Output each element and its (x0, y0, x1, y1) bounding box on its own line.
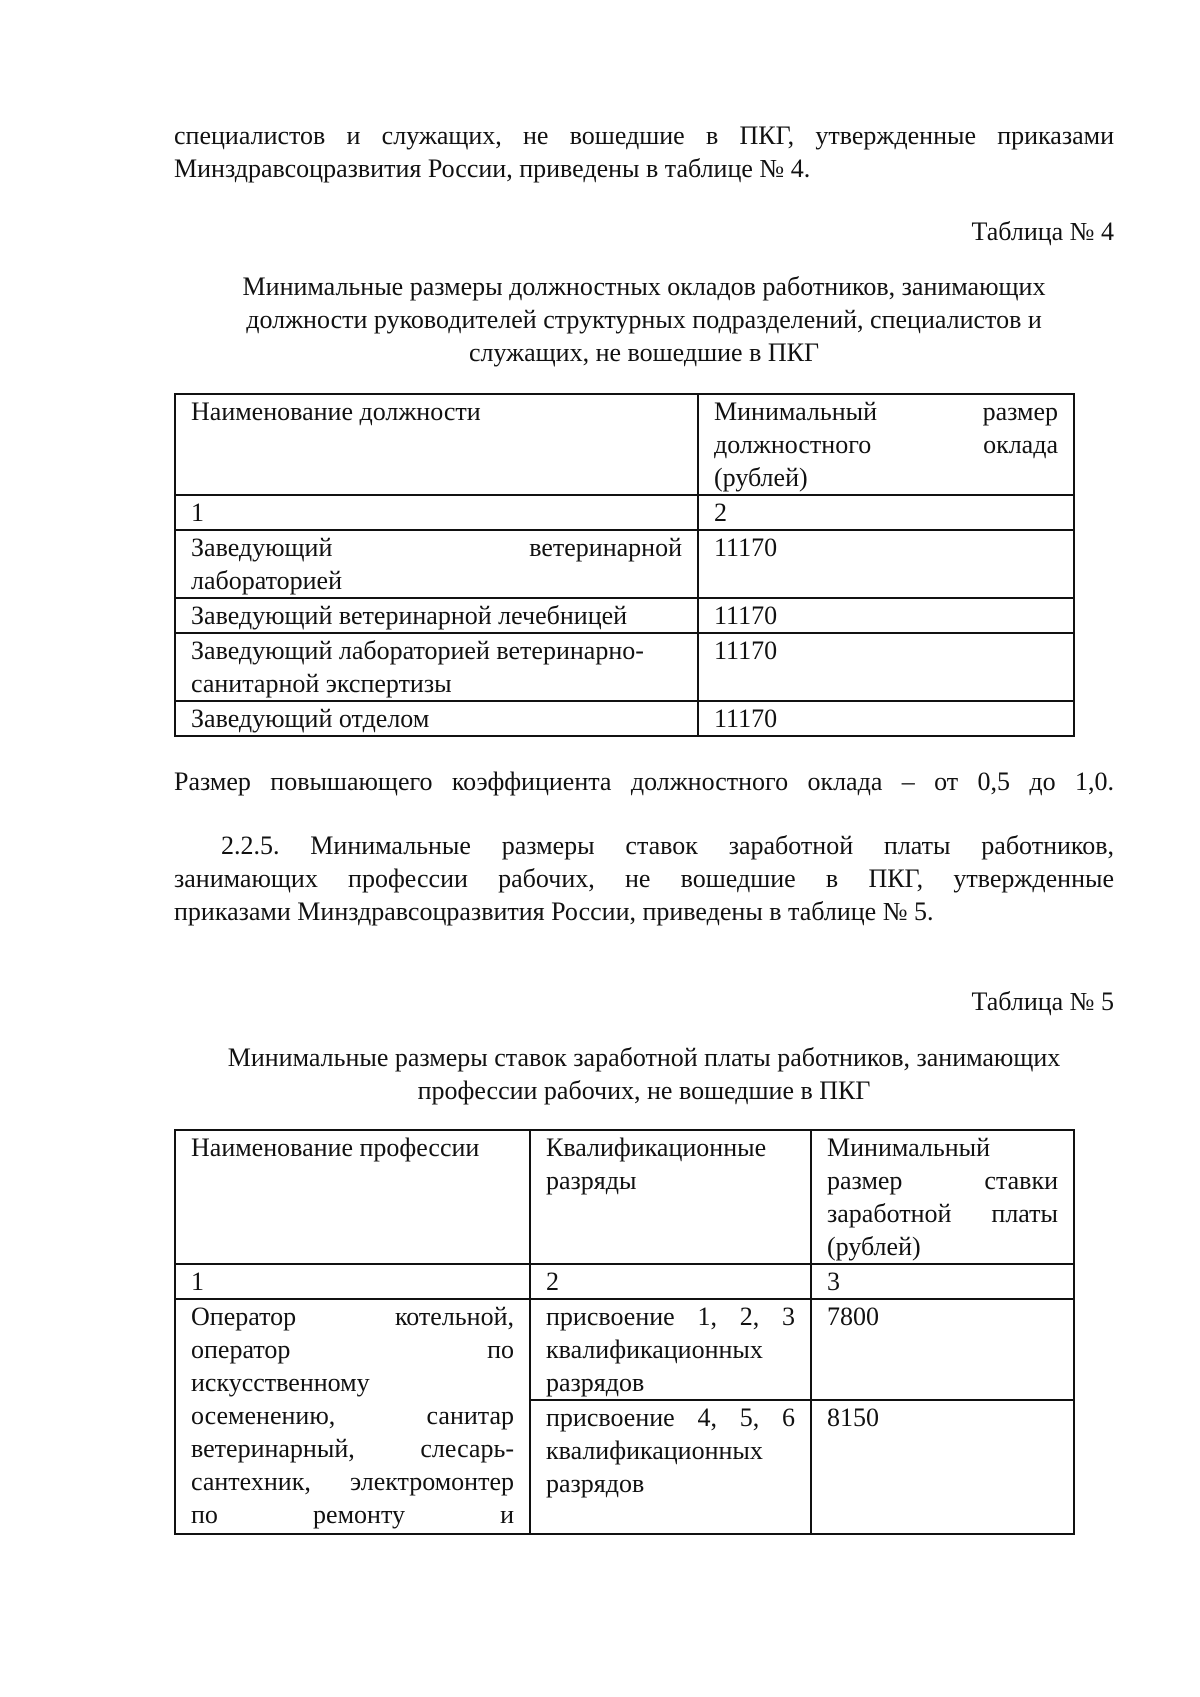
table4-row-1-name (175, 530, 698, 598)
table5-header-grades-line-1: Квалификационные (546, 1133, 767, 1162)
table4-row-3-name-line-2: санитарной экспертизы (191, 669, 452, 698)
table4-title-line-2: должности руководителей структурных подразделений, специалистов и (246, 305, 1042, 334)
table5-profession-line-5: ветеринарный, слесарь- (191, 1434, 514, 1463)
table5-header-grades-line-2: разряды (546, 1166, 637, 1195)
table4-row-3-value: 11170 (698, 633, 1074, 701)
table4 (174, 393, 1075, 737)
table4-header-salary-line-1: Минимальный размер (714, 397, 1058, 426)
table4-header-salary-line-3: (рублей) (714, 463, 808, 492)
table5-bottom-line (175, 1534, 1074, 1535)
table5-profession-line-4: осеменению, санитар (191, 1401, 514, 1430)
table5-header-rate-line-4: (рублей) (827, 1232, 921, 1261)
table4-title-line-1: Минимальные размеры должностных окладов работников, занимающих (242, 272, 1046, 301)
table5-header-rate-line-1: Минимальный (827, 1133, 991, 1162)
table5-header-rate (811, 1130, 1074, 1264)
section-2-2-5 (174, 829, 1114, 928)
table4-label: Таблица № 4 (971, 217, 1114, 246)
table4-title (174, 270, 1114, 369)
table4-row-1-name-line-1: Заведующий ветеринарной (191, 533, 682, 562)
table4-row-3-name-line-1: Заведующий лабораторией ветеринарно- (191, 636, 644, 665)
table-row (175, 598, 1074, 633)
table5-profession-line-3: искусственному (191, 1368, 370, 1397)
table4-number-row (175, 495, 1074, 530)
table4-row-4-name: Заведующий отделом (175, 701, 698, 736)
table5-profession-line-7: по ремонту и (191, 1500, 514, 1529)
table-row (175, 1299, 1074, 1400)
table4-title-line-3: служащих, не вошедшие в ПКГ (468, 338, 819, 367)
table-row (175, 530, 1074, 598)
table5-rate-1: 7800 (811, 1299, 1074, 1400)
table4-header-name: Наименование должности (175, 394, 698, 495)
table5-number-row (175, 1264, 1074, 1299)
table5 (174, 1129, 1075, 1535)
table5-header-profession: Наименование профессии (175, 1130, 530, 1264)
table4-header-salary-line-2: должностного оклада (714, 430, 1058, 459)
table4-row-1-value: 11170 (698, 530, 1074, 598)
table4-number-2: 2 (698, 495, 1074, 530)
table4-row-1-name-line-2: лабораторией (191, 566, 342, 595)
table5-title-line-1: Минимальные размеры ставок заработной платы работников, занимающих (227, 1043, 1061, 1072)
section-line-1: 2.2.5. Минимальные размеры ставок заработной платы работников, (221, 831, 1114, 860)
table5-grade-2-line-2: квалификационных (546, 1436, 763, 1465)
table5-header-row (175, 1130, 1074, 1264)
table-row (175, 633, 1074, 701)
table5-profession-cell (175, 1299, 530, 1534)
table5-grade-1-line-2: квалификационных (546, 1335, 763, 1364)
table5-header-rate-line-2: размер ставки (827, 1166, 1058, 1195)
table4-header-salary (698, 394, 1074, 495)
table5-profession-line-1: Оператор котельной, (191, 1302, 514, 1331)
table5-label: Таблица № 5 (971, 987, 1114, 1016)
table-row (175, 701, 1074, 736)
table5-title-line-2: профессии рабочих, не вошедшие в ПКГ (417, 1076, 871, 1105)
table5-bottom-border (175, 1534, 1074, 1535)
table5-profession-line-2: оператор по (191, 1335, 514, 1364)
table5-grade-2-line-3: разрядов (546, 1469, 645, 1498)
table5-grade-2 (530, 1400, 811, 1534)
table5-rate-2: 8150 (811, 1400, 1074, 1534)
table4-header-row (175, 394, 1074, 495)
table5-grade-2-line-1: присвоение 4, 5, 6 (546, 1403, 795, 1432)
intro-line-1: специалистов и служащих, не вошедшие в ПКГ, утвержденные приказами (174, 121, 1114, 150)
table5-header-grades (530, 1130, 811, 1264)
table5-grade-1-line-3: разрядов (546, 1368, 645, 1397)
section-line-3: приказами Минздравсоцразвития России, приведены в таблице № 5. (174, 897, 934, 926)
section-line-2: занимающих профессии рабочих, не вошедшие в ПКГ, утвержденные (174, 864, 1114, 893)
table5-header-rate-line-3: заработной платы (827, 1199, 1058, 1228)
table5-number-2: 2 (530, 1264, 811, 1299)
table5-grade-1 (530, 1299, 811, 1400)
table5-grade-1-line-1: присвоение 1, 2, 3 (546, 1302, 795, 1331)
table5-number-1: 1 (175, 1264, 530, 1299)
coefficient-text: Размер повышающего коэффициента должностного оклада – от 0,5 до 1,0. (174, 767, 1114, 796)
table5-title (174, 1041, 1114, 1107)
intro-line-2: Минздравсоцразвития России, приведены в таблице № 4. (174, 154, 811, 183)
table4-row-2-value: 11170 (698, 598, 1074, 633)
table4-row-4-value: 11170 (698, 701, 1074, 736)
intro-paragraph (174, 119, 1114, 185)
table4-row-3-name (175, 633, 698, 701)
table5-number-3: 3 (811, 1264, 1074, 1299)
table4-number-1: 1 (175, 495, 698, 530)
table4-row-2-name: Заведующий ветеринарной лечебницей (175, 598, 698, 633)
table5-profession-line-6: сантехник, электромонтер (191, 1467, 514, 1496)
